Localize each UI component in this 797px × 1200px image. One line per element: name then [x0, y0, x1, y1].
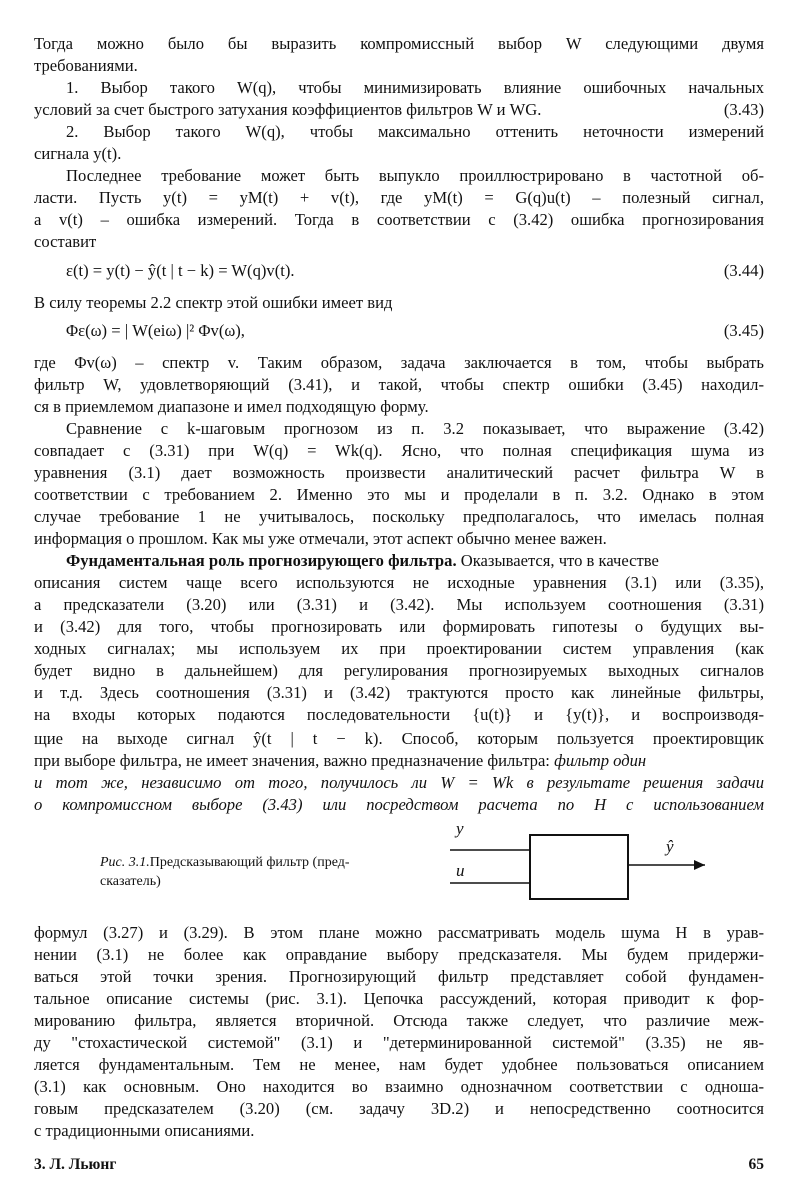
italic-text: фильтр один [554, 751, 647, 770]
input-label-u: u [456, 861, 465, 880]
text-line: Тогда можно было бы выразить компромиссный выбор W следующими двумя [34, 34, 764, 53]
text-line: ласти. Пусть y(t) = yM(t) + v(t), где yM(t) = G(q)u(t) – полезный сигнал, [34, 188, 764, 207]
text-line: и тот же, независимо от того, получилось ли W = Wk в результате решения задачи [34, 773, 764, 792]
output-label-yhat: ŷ [666, 837, 674, 856]
text-line: уравнения (3.1) дает возможность произвести аналитический расчет фильтра W в [34, 463, 764, 482]
text-line: ся в приемлемом диапазоне и имел подходящую форму. [34, 397, 429, 416]
text-line: 2. Выбор такого W(q), чтобы максимально оттенить неточности измерений [66, 122, 764, 141]
footer-signature: 3. Л. Льюнг [34, 1156, 117, 1173]
text-line: будет видно в дальнейшем) для регулирования прогнозируемых выходных сигналов [34, 661, 764, 680]
text-line: совпадает с (3.31) при W(q) = Wk(q). Ясно, что полная спецификация шума из [34, 441, 764, 460]
text-line: о компромиссном выборе (3.43) или посредством расчета по H с использованием [34, 795, 764, 814]
section-heading: Фундаментальная роль прогнозирующего фильтра. [66, 551, 457, 570]
text-line: и (3.42) для того, чтобы прогнозировать или формировать гипотезы о будущих вы- [34, 617, 764, 636]
text-line: (3.1) как основным. Оно находится во взаимно однозначном соответствии с одноша- [34, 1077, 764, 1096]
text-line: ходных сигналах; мы используем их при проектировании систем управления (как [34, 639, 764, 658]
text-span: Оказывается, что в качестве [456, 551, 659, 570]
text-line: ду "стохастической системой" (3.1) и "детерминированной системой" (3.35) не яв- [34, 1033, 764, 1052]
text-line: фильтр W, удовлетворяющий (3.41), и такой, чтобы спектр ошибки (3.45) находил- [34, 375, 764, 394]
text-line: описания систем чаще всего используются не исходные уравнения (3.1) или (3.35), [34, 573, 764, 592]
text-line: ваться этой точки зрения. Прогнозирующий фильтр представляет собой фундамен- [34, 967, 764, 986]
text-line: В силу теоремы 2.2 спектр этой ошибки имеет вид [34, 293, 393, 312]
equation-3-44: ε(t) = y(t) − ŷ(t | t − k) = W(q)v(t). [66, 261, 295, 280]
text-line: нении (3.1) не более как оправдание выбору предсказателя. Мы будем придержи- [34, 945, 764, 964]
text-line: где Φv(ω) – спектр v. Таким образом, задача заключается в том, чтобы выбрать [34, 353, 764, 372]
text-line: мированию фильтра, является вторичной. Отсюда также следует, что различие меж- [34, 1011, 764, 1030]
text-line: случае требование 1 не учитывалось, поскольку предполагалось, что имелась полная [34, 507, 764, 526]
output-arrow-icon [694, 860, 705, 870]
text-line: щие на выходе сигнал ŷ(t | t − k). Способ, которым пользуется проектировщик [34, 729, 764, 748]
equation-3-45: Φε(ω) = | W(eiω) |² Φv(ω), [66, 321, 245, 340]
text-line: требованиями. [34, 56, 138, 75]
text-line: говым предсказателем (3.20) (см. задачу 3D.2) и непосредственно соотносится [34, 1099, 764, 1118]
input-label-y: y [456, 819, 464, 838]
equation-number: (3.43) [723, 100, 764, 119]
text-line: и т.д. Здесь соотношения (3.31) и (3.42) трактуются просто как линейные фильтры, [34, 683, 764, 702]
page-number: 65 [748, 1156, 764, 1173]
text-line [66, 550, 764, 572]
text-line [34, 750, 764, 772]
equation-number: (3.44) [723, 261, 764, 280]
caption-text: Предсказывающий фильтр (пред- [149, 855, 350, 870]
text-line: соответствии с требованием 2. Именно это мы и проделали в п. 3.2. Однако в этом [34, 485, 764, 504]
text-line: Сравнение с k-шаговым прогнозом из п. 3.2 показывает, что выражение (3.42) [66, 419, 764, 438]
figure-caption [100, 853, 350, 872]
text-line: Последнее требование может быть выпукло проиллюстрировано в частотной об- [66, 166, 764, 185]
predictor-diagram [420, 815, 720, 910]
text-line: ляется фундаментальным. Тем не менее, нам будет удобнее пользоваться описанием [34, 1055, 764, 1074]
text-line: на входы которых подаются последовательности {u(t)} и {y(t)}, и воспроизводя- [34, 705, 764, 724]
text-line: 1. Выбор такого W(q), чтобы минимизировать влияние ошибочных начальных [66, 78, 764, 97]
text-line: с традиционными описаниями. [34, 1121, 255, 1140]
text-line: условий за счет быстрого затухания коэффициентов фильтров W и WG. [34, 100, 542, 119]
text-line: тальное описание системы (рис. 3.1). Цепочка рассуждений, которая приводит к фор- [34, 989, 764, 1008]
figure-label: Рис. 3.1. [100, 855, 150, 870]
text-line: формул (3.27) и (3.29). В этом плане можно рассматривать модель шума H в урав- [34, 923, 764, 942]
caption-text: сказатель) [100, 874, 161, 889]
text-span: при выборе фильтра, не имеет значения, важно предназначение фильтра: [34, 751, 555, 770]
text-line: сигнала y(t). [34, 144, 122, 163]
text-line: а v(t) – ошибка измерений. Тогда в соответствии с (3.42) ошибка прогнозирования [34, 210, 764, 229]
text-line: а предсказатели (3.20) или (3.31) и (3.42). Мы используем соотношения (3.31) [34, 595, 764, 614]
filter-block [530, 835, 628, 899]
text-line: информация о прошлом. Как мы уже отмечали, этот аспект обычно менее важен. [34, 529, 607, 548]
text-line: составит [34, 232, 97, 251]
diagram-graphic [420, 815, 720, 910]
equation-number: (3.45) [723, 321, 764, 340]
